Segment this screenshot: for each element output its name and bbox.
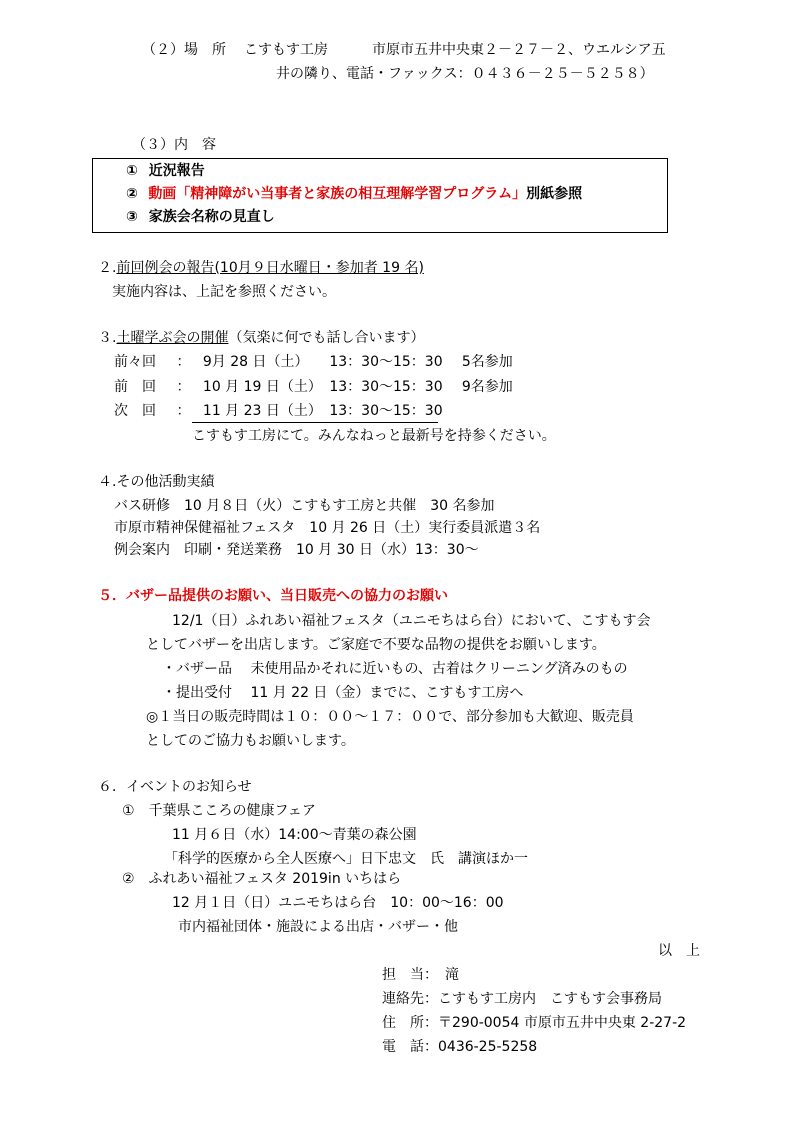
sec2-heading bbox=[98, 258, 424, 278]
sec6-event1-title: ① 千葉県こころの健康フェア bbox=[122, 803, 316, 819]
sec4-line-2: 市原市精神保健福祉フェスタ 10 月 26 日（土）実行委員派遣３名 bbox=[114, 520, 541, 536]
sec3-row-label: 次 回 bbox=[114, 403, 156, 419]
sec2-num: ２. bbox=[98, 260, 117, 276]
sec3-row-date: 11 月 23 日（土） bbox=[202, 403, 322, 419]
sec5-line-6: としてのご協力もお願いします。 bbox=[146, 733, 355, 749]
sec5-line-4: ・提出受付 11 月 22 日（金）までに、こすもす工房へ bbox=[162, 685, 524, 701]
sec6-event1-line1: 11 月６日（水）14:00～青葉の森公園 bbox=[172, 827, 417, 843]
sec2-body: 実施内容は、上記を参照ください。 bbox=[112, 284, 336, 300]
sec3-num: ３. bbox=[98, 330, 117, 346]
sec3-row-sep: ： bbox=[176, 354, 191, 370]
content-item-2-num: ② bbox=[126, 186, 138, 202]
sec3-row-label: 前々回 bbox=[114, 354, 156, 370]
contact-address: 住 所：〒290-0054 市原市五井中央東 2-27-2 bbox=[382, 1015, 687, 1031]
content-item-1 bbox=[126, 161, 205, 181]
sec2-detail: (10月９日水曜日・参加者 19 名) bbox=[214, 260, 424, 276]
contact-phone: 電 話：0436-25-5258 bbox=[382, 1039, 538, 1055]
sec2-title: 前回例会の報告 bbox=[116, 260, 215, 276]
sec3-row-2 bbox=[114, 377, 513, 397]
sec6-event2-title: ② ふれあい福祉フェスタ 2019in いちはら bbox=[122, 871, 402, 887]
sec3-note: （気楽に何でも話し合います） bbox=[228, 330, 425, 346]
sec3-row-time: 13：30～15：30 bbox=[329, 379, 443, 395]
sec4-line-3: 例会案内 印刷・発送業務 10 月 30 日（水）13：30～ bbox=[114, 542, 479, 558]
content-item-3-num: ③ bbox=[126, 209, 138, 225]
content-item-1-num: ① bbox=[126, 163, 138, 179]
sec3-row-time: 13：30～15：30 bbox=[329, 403, 443, 419]
sec5-line-2: としてバザーを出店します。ご家庭で不要な品物の提供をお願いします。 bbox=[146, 637, 606, 653]
sec3-row-sep: ： bbox=[176, 403, 191, 419]
sec6-title: ６．イベントのお知らせ bbox=[98, 779, 252, 795]
place-name: こすもす工房 bbox=[244, 42, 328, 58]
sec3-row-count: 5名参加 bbox=[461, 354, 513, 370]
sec3-heading bbox=[98, 328, 424, 348]
sec6-event2-line1: 12 月１日（日）ユニモちはら台 10：00～16：00 bbox=[172, 895, 504, 911]
sec5-line-3: ・バザー品 未使用品かそれに近いもの、古着はクリーニング済みのもの bbox=[162, 661, 628, 677]
sec3-row-count: 9名参加 bbox=[461, 379, 513, 395]
sec6-event1-line2: 「科学的医療から全人医療へ」日下忠文 氏 講演ほか一 bbox=[164, 851, 528, 867]
sec4-title: ４.その他活動実績 bbox=[98, 474, 215, 490]
sec4-line-1: バス研修 10 月８日（火）こすもす工房と共催 30 名参加 bbox=[114, 498, 495, 514]
place-label: （２）場 所 bbox=[142, 42, 226, 58]
sec3-title: 土曜学ぶ会の開催 bbox=[116, 330, 229, 346]
content-item-3 bbox=[126, 207, 275, 227]
content-item-2-suffix: 別紙参照 bbox=[526, 186, 583, 202]
next-session-underline bbox=[192, 422, 438, 423]
content-item-3-text: 家族会名称の見直し bbox=[148, 209, 275, 225]
sec5-line-5: ◎１当日の販売時間は１０：００～１７：００で、部分参加も大歓迎、販売員 bbox=[146, 709, 634, 725]
content-item-1-text: 近況報告 bbox=[148, 163, 205, 179]
sec3-row-label: 前 回 bbox=[114, 379, 156, 395]
place-address-line1: 市原市五井中央東２－２７－２、ウエルシア五 bbox=[372, 42, 666, 58]
sec6-event2-line2: 市内福祉団体・施設による出店・バザー・他 bbox=[178, 919, 458, 935]
sec3-row-sep: ： bbox=[176, 379, 191, 395]
sec3-row-1 bbox=[114, 352, 513, 372]
sec3-row-date: 10 月 19 日（土） bbox=[202, 379, 322, 395]
sec5-line-1: 12/1（日）ふれあい福祉フェスタ（ユニモちはら台）において、こすもす会 bbox=[172, 613, 651, 629]
content-item-2-text: 動画「精神障がい当事者と家族の相互理解学習プログラム」 bbox=[148, 186, 527, 202]
closing-text: 以 上 bbox=[658, 943, 700, 959]
sec3-footer: こすもす工房にて。みんなねっと最新号を持参ください。 bbox=[192, 428, 556, 444]
sec5-title: ５．バザー品提供のお願い、当日販売への協力のお願い bbox=[98, 588, 448, 604]
sec3-row-3 bbox=[114, 401, 457, 421]
sec3-row-time: 13：30～15：30 bbox=[329, 354, 443, 370]
contact-person: 担 当： 滝 bbox=[382, 967, 459, 983]
content-item-2 bbox=[126, 184, 582, 204]
sec3-row-date: 9月 28 日（土） bbox=[202, 354, 309, 370]
contact-org: 連絡先：こすもす工房内 こすもす会事務局 bbox=[382, 991, 662, 1007]
content-label: （３）内 容 bbox=[132, 137, 216, 153]
place-address-line2: 井の隣り、電話・ファックス：０４３６－２５－５２５８） bbox=[276, 66, 654, 82]
